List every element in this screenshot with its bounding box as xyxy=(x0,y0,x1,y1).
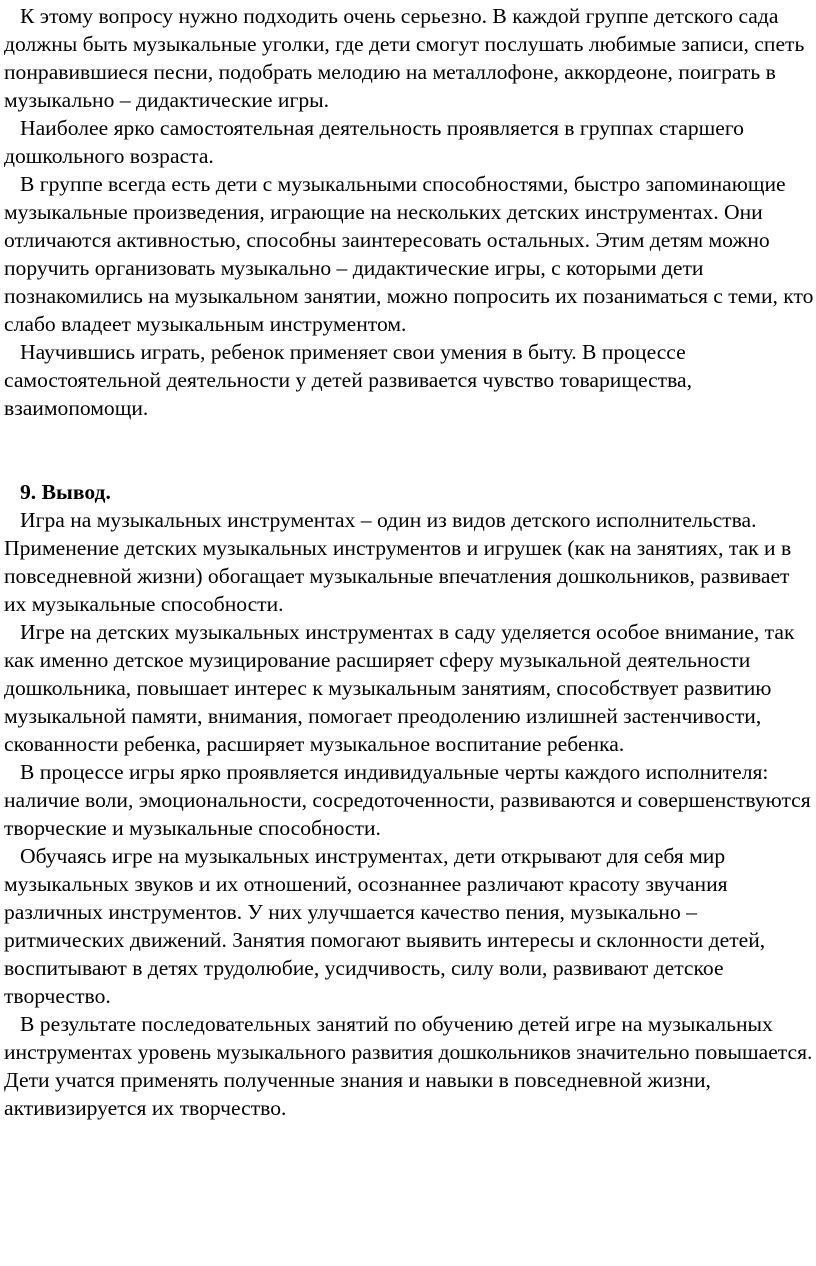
conclusion-section xyxy=(4,478,816,1122)
paragraph-intro-2: Наиболее ярко самостоятельная деятельность проявляется в группах старшего дошкольного возраста. xyxy=(4,116,744,168)
paragraph-conclusion-5: В результате последовательных занятий по обучению детей игре на музыкальных инструментах уровень музыкального развития дошкольников значительно повышается. Дети учатся применять полученные знания и навыки в повседневной жизни, активизируется их творчество. xyxy=(4,1012,813,1120)
paragraph-conclusion-3: В процессе игры ярко проявляется индивидуальные черты каждого исполнителя: наличие воли, эмоциональности, сосредоточенности, развиваются и совершенствуются творческие и музыкальные способности. xyxy=(4,760,811,840)
paragraph-intro-4: Научившись играть, ребенок применяет свои умения в быту. В процессе самостоятельной деятельности у детей развивается чувство товарищества, взаимопомощи. xyxy=(4,340,693,420)
paragraph-conclusion-4: Обучаясь игре на музыкальных инструментах, дети открывают для себя мир музыкальных звуков и их отношений, осознаннее различают красоту звучания различных инструментов. У них улучшается качество пения, музыкально – ритмических движений. Занятия помогают выявить интересы и склонности детей, воспитывают в детях трудолюбие, усидчивость, силу воли, развивают детское творчество. xyxy=(4,844,766,1008)
intro-section xyxy=(4,2,816,422)
paragraph-conclusion-2: Игре на детских музыкальных инструментах в саду уделяется особое внимание, так как именно детское музицирование расширяет сферу музыкальной деятельности дошкольника, повышает интерес к музыкальным занятиям, способствует развитию музыкальной памяти, внимания, помогает преодолению излишней застенчивости, скованности ребенка, расширяет музыкальное воспитание ребенка. xyxy=(4,620,795,756)
section-heading: 9. Вывод. xyxy=(20,480,111,504)
paragraph-intro-3: В группе всегда есть дети с музыкальными способностями, быстро запоминающие музыкальные произведения, играющие на нескольких детских инструментах. Они отличаются активностью, способны заинтересовать остальных. Этим детям можно поручить организовать музыкально – дидактические игры, с которыми дети познакомились на музыкальном занятии, можно попросить их позаниматься с теми, кто слабо владеет музыкальным инструментом. xyxy=(4,172,814,336)
paragraph-conclusion-1: Игра на музыкальных инструментах – один из видов детского исполнительства. Применение детских музыкальных инструментов и игрушек (как на занятиях, так и в повседневной жизни) обогащает музыкальные впечатления дошкольников, развивает их музыкальные способности. xyxy=(4,508,792,616)
paragraph-intro-1: К этому вопросу нужно подходить очень серьезно. В каждой группе детского сада должны быть музыкальные уголки, где дети смогут послушать любимые записи, спеть понравившиеся песни, подобрать мелодию на металлофоне, аккордеоне, поиграть в музыкально – дидактические игры. xyxy=(4,4,805,112)
